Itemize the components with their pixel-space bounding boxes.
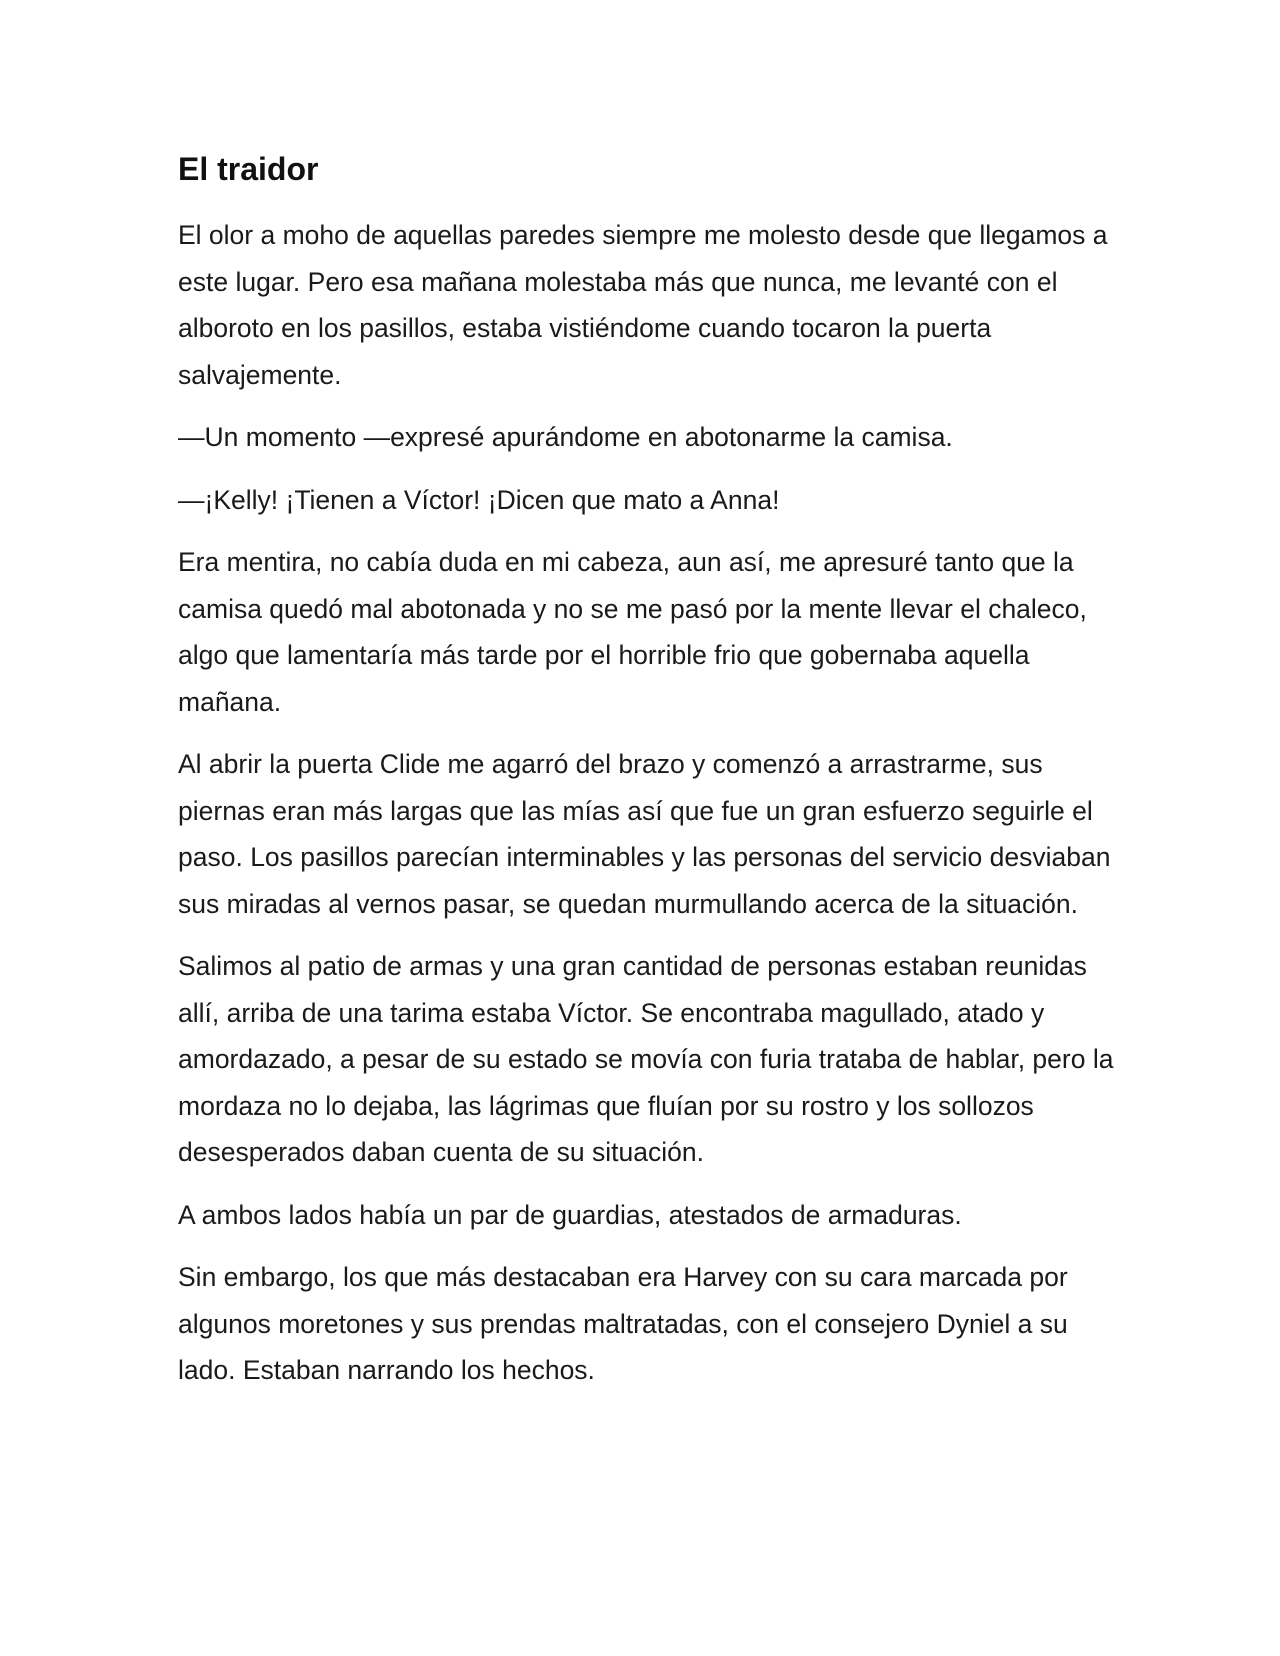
document-title: El traidor bbox=[178, 151, 319, 187]
paragraph-3: —¡Kelly! ¡Tienen a Víctor! ¡Dicen que mato a Anna! bbox=[178, 484, 780, 515]
paragraph-6: Salimos al patio de armas y una gran cantidad de personas estaban reunidas allí, arriba de una tarima estaba Víctor. Se encontraba magullado, atado y amordazado, a pesar de su estado se movía con furia trataba de hablar, pero la mordaza no lo dejaba, las lágrimas que fluían por su rostro y los sollozos desesperados daban cuenta de su situación. bbox=[178, 951, 1114, 1168]
paragraph-1: El olor a moho de aquellas paredes siempre me molesto desde que llegamos a este lugar. Pero esa mañana molestaba más que nunca, me levanté con el alboroto en los pasillos, estaba vistiéndome cuando tocaron la puerta salvajemente. bbox=[178, 220, 1108, 390]
paragraph-2: —Un momento —expresé apurándome en abotonarme la camisa. bbox=[178, 422, 953, 453]
paragraph-4: Era mentira, no cabía duda en mi cabeza, aun así, me apresuré tanto que la camisa quedó mal abotonada y no se me pasó por la mente llevar el chaleco, algo que lamentaría más tarde por el horrible frio que gobernaba aquella mañana. bbox=[178, 547, 1087, 717]
document-body bbox=[178, 150, 1128, 1410]
paragraph-5: Al abrir la puerta Clide me agarró del brazo y comenzó a arrastrarme, sus piernas eran más largas que las mías así que fue un gran esfuerzo seguirle el paso. Los pasillos parecían interminables y las personas del servicio desviaban sus miradas al vernos pasar, se quedan murmullando acerca de la situación. bbox=[178, 749, 1111, 919]
paragraph-8: Sin embargo, los que más destacaban era Harvey con su cara marcada por algunos moretones y sus prendas maltratadas, con el consejero Dyniel a su lado. Estaban narrando los hechos. bbox=[178, 1262, 1068, 1386]
paragraph-7: A ambos lados había un par de guardias, atestados de armaduras. bbox=[178, 1199, 962, 1230]
